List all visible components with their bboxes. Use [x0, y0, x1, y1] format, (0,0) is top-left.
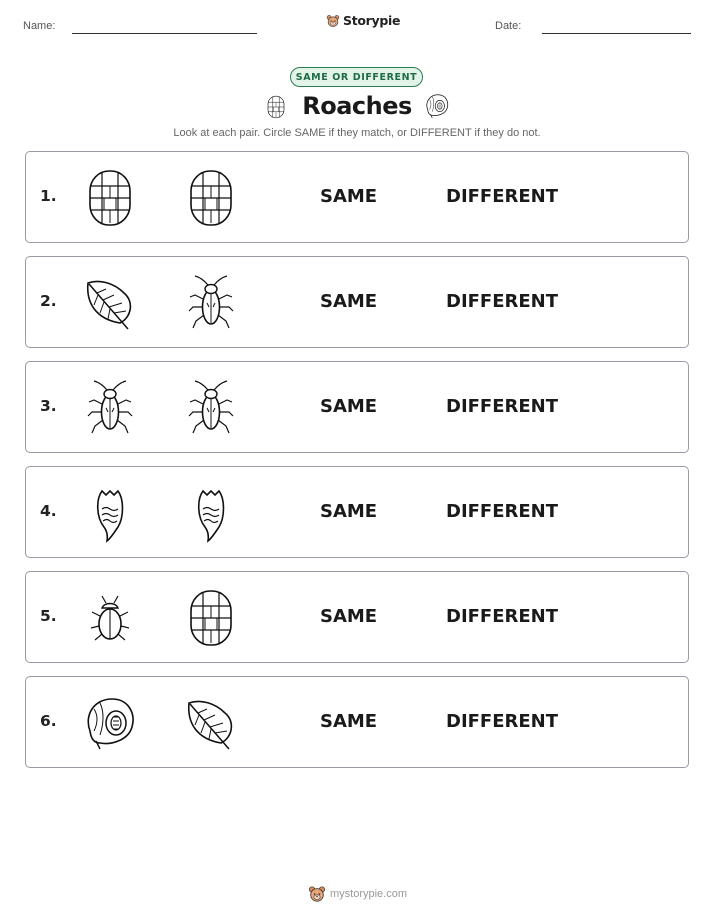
same-option[interactable]: SAME: [320, 711, 378, 732]
date-line[interactable]: [542, 33, 691, 34]
cockroach-icon: [181, 273, 241, 333]
name-line[interactable]: [72, 33, 257, 34]
brand: [326, 13, 400, 28]
question-row: [25, 571, 689, 663]
different-option[interactable]: DIFFERENT: [446, 606, 559, 627]
page-title: Roaches: [302, 92, 412, 120]
worksheet-header: [0, 0, 714, 50]
different-option[interactable]: DIFFERENT: [446, 711, 559, 732]
different-option[interactable]: DIFFERENT: [446, 291, 559, 312]
beetle-icon: [80, 588, 140, 648]
question-number: 1.: [40, 187, 57, 205]
question-row: [25, 676, 689, 768]
question-number: 6.: [40, 712, 57, 730]
brand-name: Storypie: [343, 13, 401, 28]
different-option[interactable]: DIFFERENT: [446, 501, 559, 522]
bear-logo-icon: [326, 14, 340, 28]
bear-logo-icon: [308, 885, 326, 903]
question-row: [25, 256, 689, 348]
egg-case-icon: [80, 168, 140, 228]
footer: [308, 885, 407, 903]
different-option[interactable]: DIFFERENT: [446, 396, 559, 417]
larva-icon: [80, 483, 140, 543]
date-label: Date:: [495, 20, 522, 32]
same-option[interactable]: SAME: [320, 396, 378, 417]
same-option[interactable]: SAME: [320, 186, 378, 207]
instructions: Look at each pair. Circle SAME if they match, or DIFFERENT if they do not.: [173, 127, 541, 139]
leaf-icon: [181, 693, 241, 753]
same-option[interactable]: SAME: [320, 291, 378, 312]
different-option[interactable]: DIFFERENT: [446, 186, 559, 207]
egg-case-icon: [181, 168, 241, 228]
question-number: 2.: [40, 292, 57, 310]
footer-url[interactable]: mystorypie.com: [330, 888, 408, 900]
snail-shell-icon: [423, 92, 451, 120]
question-row: [25, 466, 689, 558]
same-option[interactable]: SAME: [320, 501, 378, 522]
question-number: 5.: [40, 607, 57, 625]
cockroach-icon: [181, 378, 241, 438]
snail-shell-icon: [80, 693, 140, 753]
egg-case-icon: [264, 92, 288, 122]
cockroach-icon: [80, 378, 140, 438]
question-number: 4.: [40, 502, 57, 520]
question-row: [25, 151, 689, 243]
name-label: Name:: [23, 20, 56, 32]
same-option[interactable]: SAME: [320, 606, 378, 627]
question-row: [25, 361, 689, 453]
larva-icon: [181, 483, 241, 543]
leaf-icon: [80, 273, 140, 333]
activity-badge: SAME OR DIFFERENT: [290, 67, 423, 87]
question-number: 3.: [40, 397, 57, 415]
egg-case-icon: [181, 588, 241, 648]
